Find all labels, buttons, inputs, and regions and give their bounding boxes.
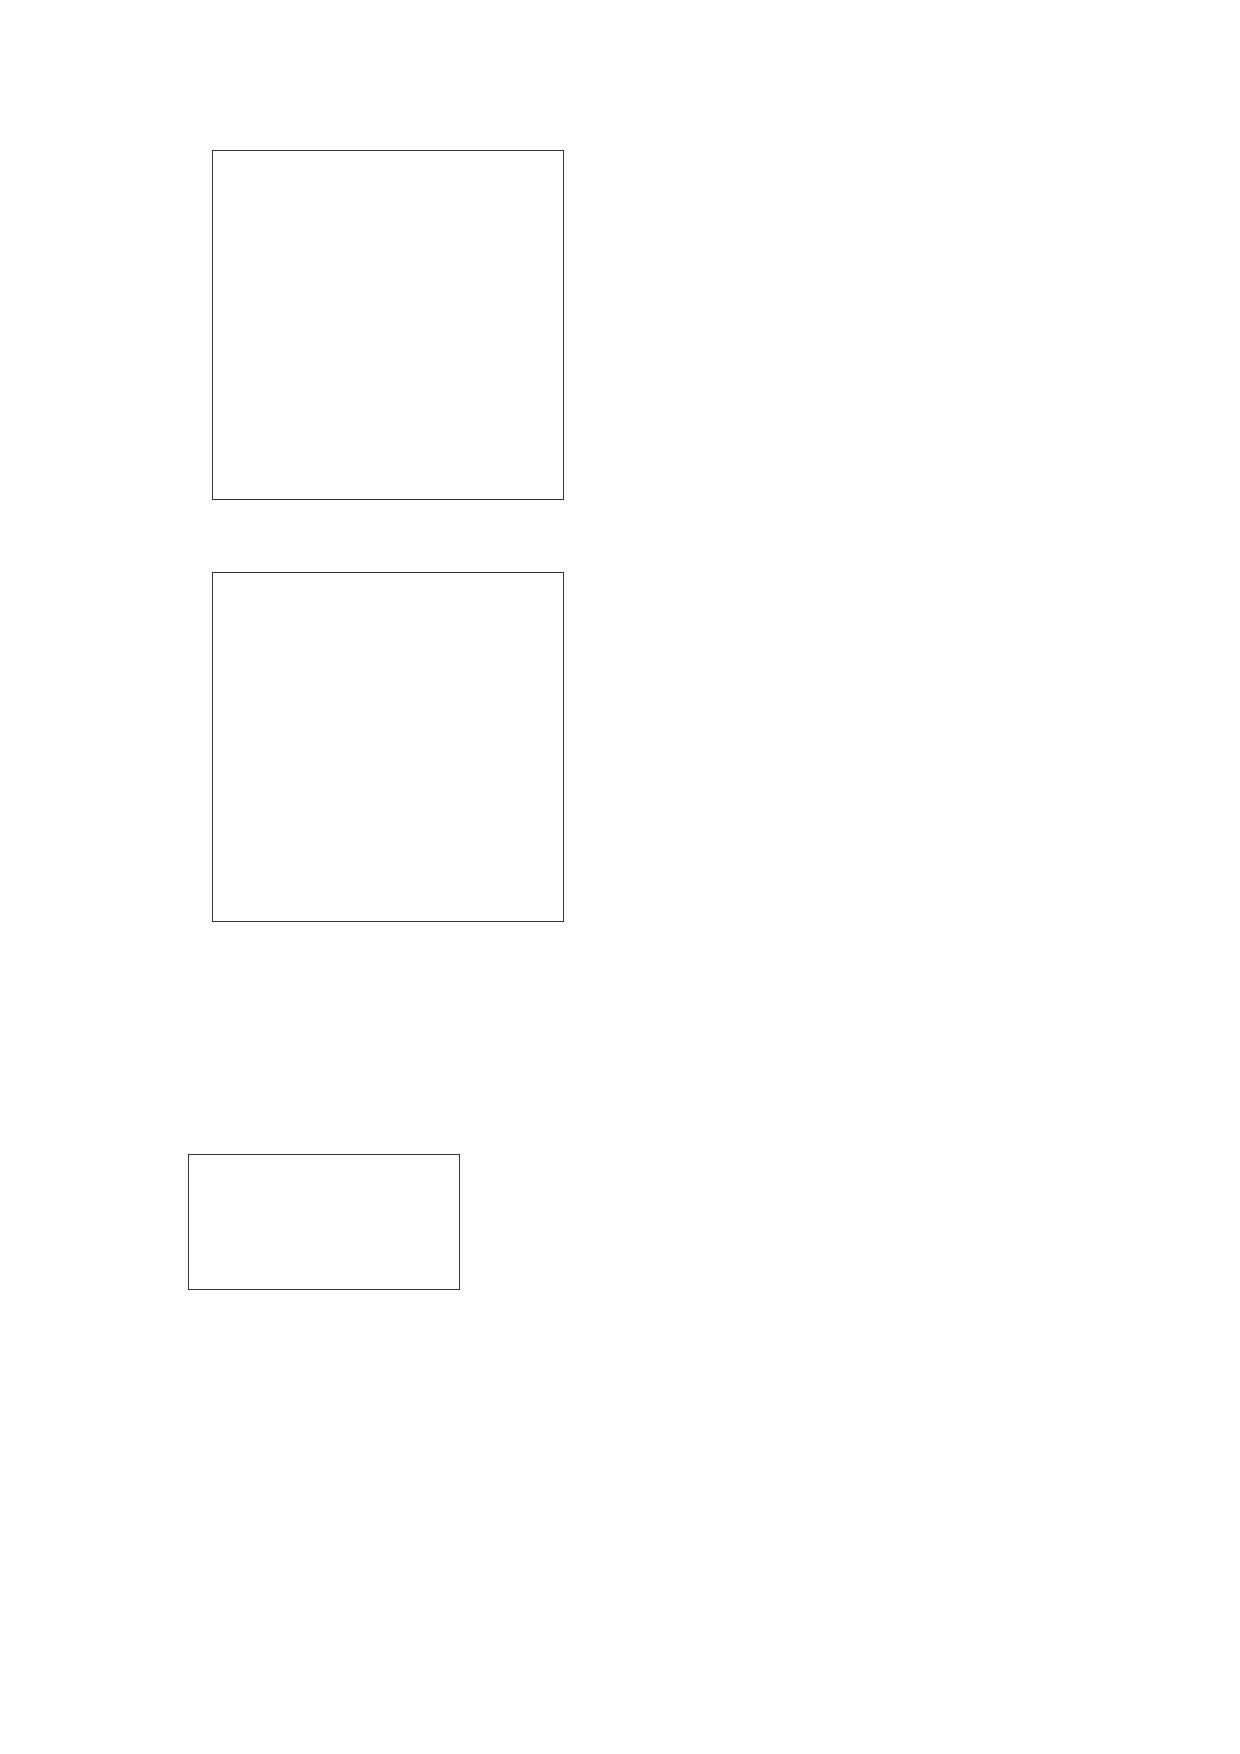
log-pile-picture <box>188 1154 460 1290</box>
irregular-shape-1-figure <box>213 151 562 498</box>
grid-figure-2 <box>212 572 564 922</box>
log-pile-figure <box>189 1155 458 1288</box>
irregular-shape-2-figure <box>213 573 562 920</box>
grid-figure-1 <box>212 150 564 500</box>
